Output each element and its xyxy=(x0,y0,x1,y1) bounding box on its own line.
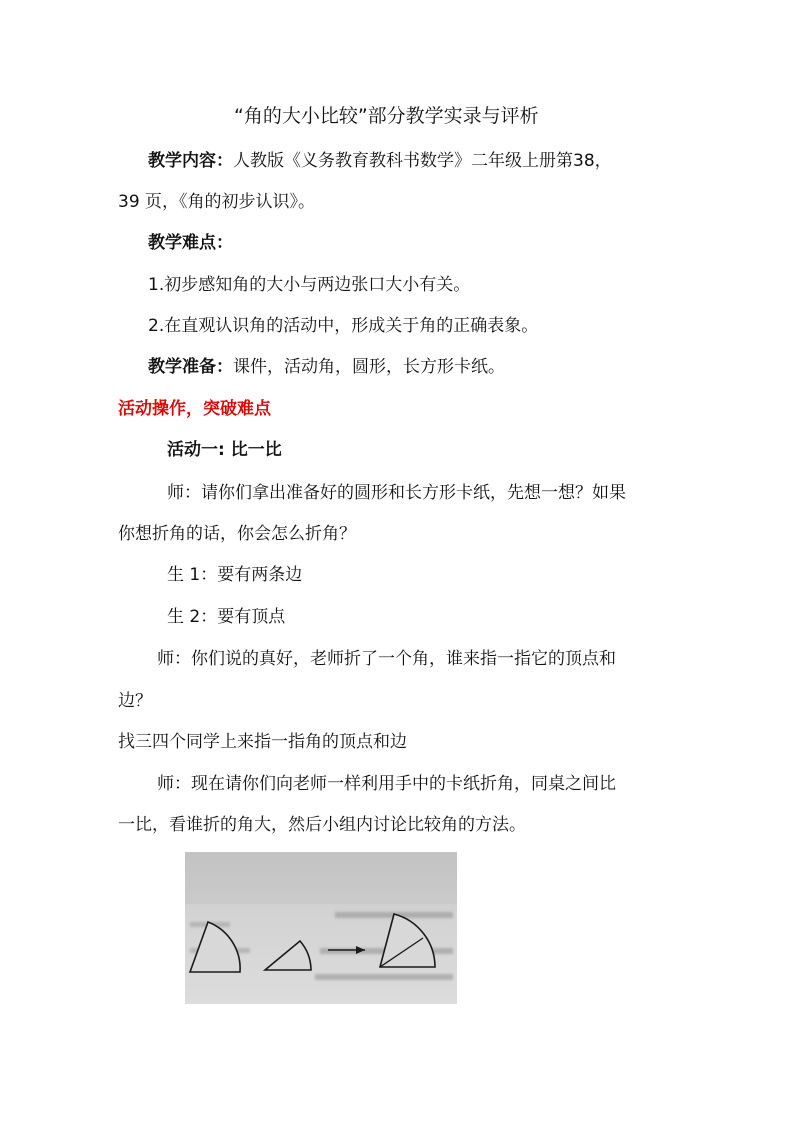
student-line-1: 生 1：要有两条边 xyxy=(167,565,303,585)
textbook-photo xyxy=(185,852,457,1004)
angle-comparison-figure xyxy=(185,852,457,1004)
content-label: 教学内容： xyxy=(148,151,233,171)
prep-text: 课件，活动角，圆形，长方形卡纸。 xyxy=(233,357,505,377)
activity-title: 活动一: 比一比 xyxy=(167,440,282,460)
teacher-line-3a: 师：现在请你们向老师一样利用手中的卡纸折角，同桌之间比 xyxy=(157,774,616,794)
teacher-line-2a: 师：你们说的真好，老师折了一个角，谁来指一指它的顶点和 xyxy=(157,649,616,669)
content-text-1: 人教版《义务教育教科书数学》二年级上册第38， xyxy=(233,151,612,171)
page-title: “角的大小比较”部分教学实录与评析 xyxy=(234,105,539,127)
teacher-line-1b: 你想折角的话，你会怎么折角？ xyxy=(118,524,356,544)
section-heading: 活动操作，突破难点 xyxy=(118,399,271,419)
prep-label: 教学准备： xyxy=(148,357,233,377)
difficulty-item-1: 1.初步感知角的大小与两边张口大小有关。 xyxy=(148,275,471,295)
activity-note: 找三四个同学上来指一指角的顶点和边 xyxy=(118,732,407,752)
teacher-line-1a: 师：请你们拿出准备好的圆形和长方形卡纸，先想一想？如果 xyxy=(167,483,626,503)
prep-line xyxy=(148,355,505,379)
difficulty-item-2: 2.在直观认识角的活动中，形成关于角的正确表象。 xyxy=(148,316,539,336)
teacher-line-3b: 一比，看谁折的角大，然后小组内讨论比较角的方法。 xyxy=(118,815,526,835)
difficulty-label: 教学难点： xyxy=(148,233,233,253)
student-line-2: 生 2：要有顶点 xyxy=(167,607,286,627)
content-line-1 xyxy=(148,149,612,173)
content-line-2: 39 页，《角的初步认识》。 xyxy=(118,192,316,212)
paper-shadow xyxy=(185,852,457,904)
teacher-line-2b: 边？ xyxy=(118,691,152,711)
